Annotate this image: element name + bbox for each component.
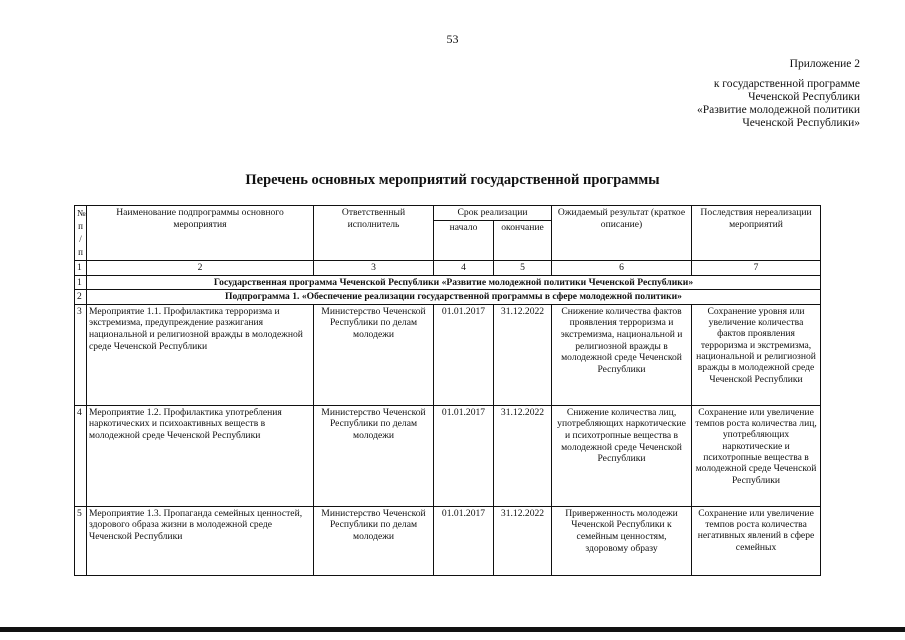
col-number-3: 3 xyxy=(314,261,434,276)
row-num: 5 xyxy=(75,506,87,575)
row-executor: Министерство Чеченской Республики по делам молодежи xyxy=(314,405,434,506)
program-row xyxy=(75,275,821,290)
appendix-line-3: «Развитие молодежной политики xyxy=(697,104,860,116)
row-end-date: 31.12.2022 xyxy=(494,506,552,575)
program-row-num: 1 xyxy=(75,275,87,290)
header-start: начало xyxy=(434,221,494,261)
col-number-5: 5 xyxy=(494,261,552,276)
row-start-date: 01.01.2017 xyxy=(434,304,494,405)
row-consequences: Сохранение или увеличение темпов роста количества негативных явлений в сфере семейных xyxy=(692,506,821,575)
header-name: Наименование подпрограммы основного мероприятия xyxy=(87,206,314,261)
row-activity-name: Мероприятие 1.1. Профилактика терроризма и экстремизма, предупреждение разжигания национальной и религиозной вражды в молодежной среде Чеченской Республики xyxy=(87,304,314,405)
header-end: окончание xyxy=(494,221,552,261)
document-title: Перечень основных мероприятий государственной программы xyxy=(245,172,660,188)
subprogram-row xyxy=(75,290,821,305)
header-num: № п / п xyxy=(75,206,87,261)
subprogram-row-num: 2 xyxy=(75,290,87,305)
subprogram-row-title: Подпрограмма 1. «Обеспечение реализации государственной программы в сфере молодежной политики» xyxy=(87,290,821,305)
col-number-2: 2 xyxy=(87,261,314,276)
program-row-title: Государственная программа Чеченской Республики «Развитие молодежной политики Чеченской Республики» xyxy=(87,275,821,290)
table-row xyxy=(75,506,821,575)
row-start-date: 01.01.2017 xyxy=(434,405,494,506)
row-expected-result: Приверженность молодежи Чеченской Республики к семейным ценностям, здоровому образу xyxy=(552,506,692,575)
row-end-date: 31.12.2022 xyxy=(494,405,552,506)
row-expected-result: Снижение количества лиц, употребляющих наркотические и психотропные вещества в молодежной среде Чеченской Республики xyxy=(552,405,692,506)
row-expected-result: Снижение количества фактов проявления терроризма и экстремизма, национальной и религиозной вражды в молодежной среде Чеченской Республики xyxy=(552,304,692,405)
appendix-line-1: к государственной программе xyxy=(713,78,860,90)
col-number-6: 6 xyxy=(552,261,692,276)
activities-table xyxy=(74,205,821,576)
col-number-4: 4 xyxy=(434,261,494,276)
row-start-date: 01.01.2017 xyxy=(434,506,494,575)
row-consequences: Сохранение уровня или увеличение количества фактов проявления терроризма и экстремизма, национальной и религиозной вражды в молодежной среде Чеченской Республики xyxy=(692,304,821,405)
row-executor: Министерство Чеченской Республики по делам молодежи xyxy=(314,506,434,575)
row-consequences: Сохранение или увеличение темпов роста количества лиц, употребляющих наркотические и психотропные вещества в молодежной среде Чеченской Республики xyxy=(692,405,821,506)
appendix-block xyxy=(697,58,860,130)
col-number-1: 1 xyxy=(75,261,87,276)
column-numbers-row xyxy=(75,261,821,276)
row-executor: Министерство Чеченской Республики по делам молодежи xyxy=(314,304,434,405)
page-number: 53 xyxy=(446,32,459,46)
header-term: Срок реализации xyxy=(434,206,552,221)
col-number-7: 7 xyxy=(692,261,821,276)
row-num: 3 xyxy=(75,304,87,405)
table-row xyxy=(75,304,821,405)
row-end-date: 31.12.2022 xyxy=(494,304,552,405)
header-result: Ожидаемый результат (краткое описание) xyxy=(552,206,692,261)
appendix-line-4: Чеченской Республики» xyxy=(742,117,860,129)
header-consequences: Последствия нереализации мероприятий xyxy=(692,206,821,261)
header-executor: Ответственный исполнитель xyxy=(314,206,434,261)
row-activity-name: Мероприятие 1.3. Пропаганда семейных ценностей, здорового образа жизни в молодежной среде Чеченской Республики xyxy=(87,506,314,575)
appendix-line-2: Чеченской Республики xyxy=(748,91,860,103)
row-activity-name: Мероприятие 1.2. Профилактика употребления наркотических и психоактивных веществ в молодежной среде Чеченской Республики xyxy=(87,405,314,506)
scan-bottom-edge xyxy=(0,627,905,632)
appendix-title: Приложение 2 xyxy=(789,58,860,70)
table-row xyxy=(75,405,821,506)
table-header-row xyxy=(75,206,821,221)
row-num: 4 xyxy=(75,405,87,506)
